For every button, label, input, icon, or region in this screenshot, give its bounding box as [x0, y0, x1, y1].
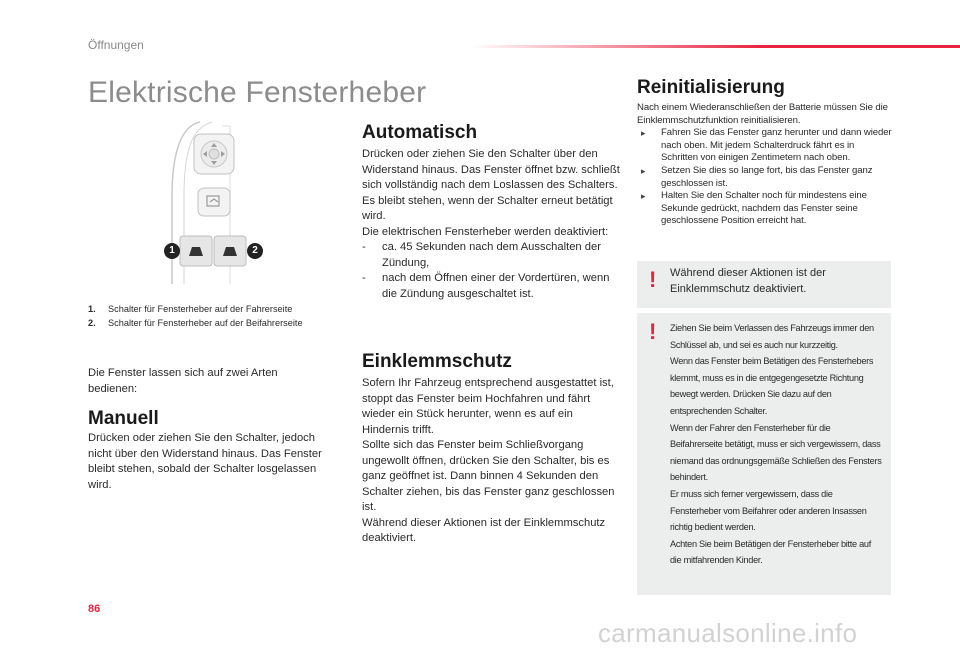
- caption-1: 1. Schalter für Fensterheber auf der Fahrerseite: [88, 304, 293, 314]
- automatisch-heading: Automatisch: [362, 122, 478, 143]
- watermark: carmanualsonline.info: [598, 618, 858, 648]
- warning-icon: !: [649, 267, 657, 292]
- warning-2-p1: Ziehen Sie beim Verlassen des Fahrzeugs immer den Schlüssel ab, und sei es auch nur kurzzeitig.: [670, 323, 874, 350]
- list-item: ▸ Setzen Sie dies so lange fort, bis das Fenster ganz geschlossen ist.: [637, 165, 893, 190]
- manuell-heading: Manuell: [88, 408, 159, 429]
- automatisch-text: Drücken oder ziehen Sie den Schalter über den Widerstand hinaus. Das Fenster öffnet bzw. schließt sich vollständig nach dem Loslassen des Schalters. Es bleibt stehen, wenn der Schalter erneut betätigt wird.: [362, 148, 620, 222]
- einklemmschutz-body: [362, 376, 620, 547]
- manuell-text: Drücken oder ziehen Sie den Schalter, jedoch nicht über den Widerstand hinaus. Das Fenster bleibt stehen, sobald der Schalter losgelassen wird.: [88, 432, 322, 491]
- einklemmschutz-text3: Während dieser Aktionen ist der Einklemmschutz deaktiviert.: [362, 516, 606, 544]
- intro-text: Die Fenster lassen sich auf zwei Arten bedienen:: [88, 367, 278, 395]
- warning-2-text: [670, 320, 884, 569]
- marker-2-badge: 2: [247, 243, 263, 259]
- list-item: ▸ Halten Sie den Schalter noch für mindestens eine Sekunde gedrückt, nachdem das Fenster seine geschlossene Position erreicht hat.: [637, 190, 893, 228]
- reinit-steps: [637, 127, 893, 228]
- warning-1-text: Während dieser Aktionen ist der Einklemmschutz deaktiviert.: [670, 267, 826, 295]
- einklemmschutz-text: Sofern Ihr Fahrzeug entsprechend ausgestattet ist, stoppt das Fenster beim Hochfahren und fährt wieder ein Stück herunter, wenn es auf ein Hindernis trifft.: [362, 377, 614, 436]
- warning-2-p3: Wenn der Fahrer den Fensterheber für die Beifahrerseite betätigt, muss er sich vergewissern, dass niemand das ordnungsgemäße Schließen des Fensters behindert.: [670, 422, 882, 483]
- page-number: 86: [88, 603, 101, 615]
- deactivation-list: [362, 240, 620, 302]
- reinit-heading: Reinitialisierung: [637, 77, 785, 98]
- warning-2-p2: Wenn das Fenster beim Betätigen des Fensterhebers klemmt, muss es in die entgegengesetzte Richtung bewegt werden. Drücken Sie dazu auf den entsprechenden Schalter.: [670, 356, 874, 416]
- warning-icon: !: [649, 319, 657, 344]
- figure-captions: [88, 302, 348, 330]
- list-item: ▸ Fahren Sie das Fenster ganz herunter und dann wieder nach oben. Mit jedem Schalterdruck fährt es in Schritten von einigen Zentimetern nach oben.: [637, 127, 893, 165]
- einklemmschutz-text2: Sollte sich das Fenster beim Schließvorgang ungewollt öffnen, drücken Sie den Schalter, bis es ganz geöffnet ist. Dann binnen 4 Sekunden den Schalter ziehen, bis das Fenster ganz geschlossen ist.: [362, 439, 615, 513]
- window-switch-illustration: [160, 116, 272, 288]
- list-item: - nach dem Öffnen einer der Vordertüren, wenn die Zündung ausgeschaltet ist.: [362, 271, 620, 302]
- einklemmschutz-heading: Einklemmschutz: [362, 351, 512, 372]
- warning-2-p5: Achten Sie beim Betätigen der Fensterheber bitte auf die mitfahrenden Kinder.: [670, 538, 871, 566]
- warning-box-2: [637, 313, 891, 595]
- list-item: - ca. 45 Sekunden nach dem Ausschalten der Zündung,: [362, 240, 620, 271]
- page-title: Elektrische Fensterheber: [88, 76, 427, 109]
- header-accent-bar: [470, 45, 960, 48]
- reinit-text: Nach einem Wiederanschließen der Batterie müssen Sie die Einklemmschutzfunktion reinitialisieren.: [637, 102, 888, 126]
- automatisch-body: [362, 147, 620, 302]
- automatisch-text2: Die elektrischen Fensterheber werden deaktiviert:: [362, 225, 609, 238]
- marker-1-badge: 1: [164, 243, 180, 259]
- caption-2: 2. Schalter für Fensterheber auf der Beifahrerseite: [88, 318, 303, 328]
- door-panel-icon: [160, 116, 272, 288]
- reinit-body: [637, 102, 893, 228]
- section-label: Öffnungen: [88, 38, 144, 52]
- warning-2-p4: Er muss sich ferner vergewissern, dass die Fensterheber vom Beifahrer oder anderen Insassen richtig bedient werden.: [670, 488, 867, 533]
- warning-box-1: [637, 261, 891, 308]
